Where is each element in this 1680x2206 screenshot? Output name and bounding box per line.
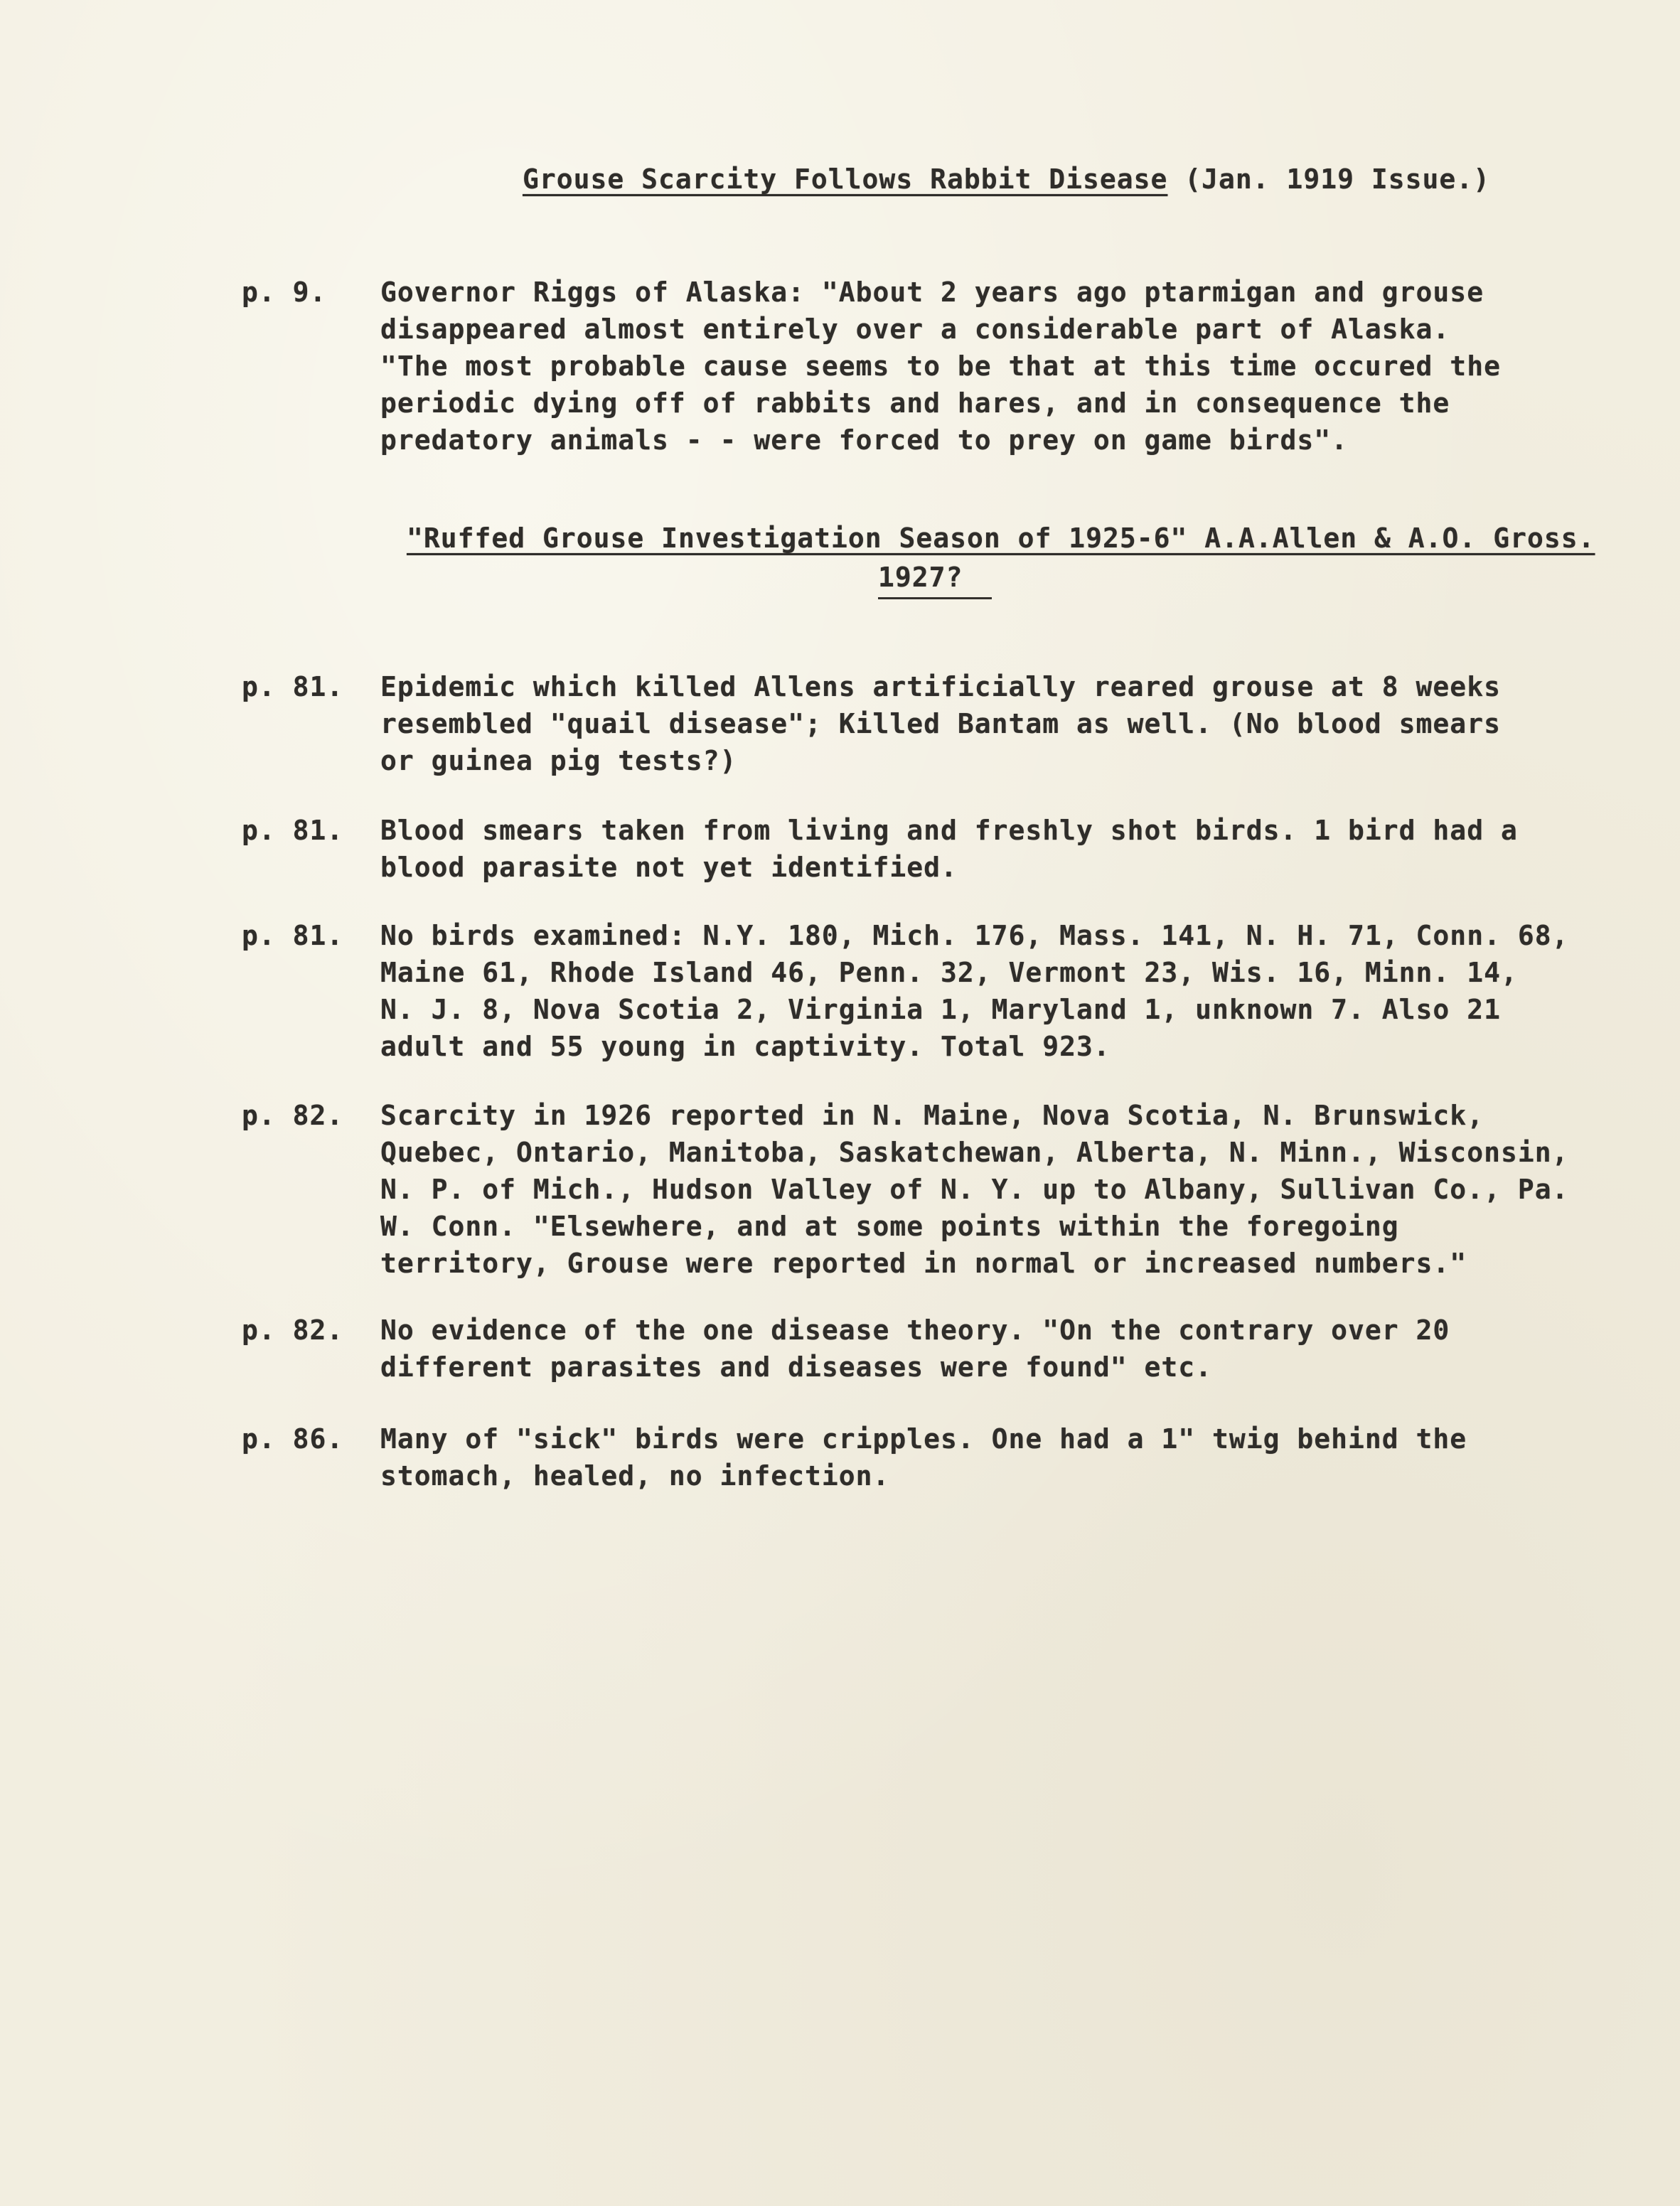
page-reference: p. 81. <box>242 920 344 951</box>
page-reference: p. 9. <box>242 277 327 308</box>
note-text: Governor Riggs of Alaska: "About 2 years ago ptarmigan and grouse disappeared almost entirely over a considerable part of Alaska. "The most probable cause seems to be that at this time occured the periodic dying off of rabbits and hares, and in consequence the predatory animals - - were forced to prey on game birds". <box>380 277 1501 456</box>
section-year: 1927? <box>878 562 963 593</box>
page-reference: p. 82. <box>242 1315 344 1346</box>
note-text: No birds examined: N.Y. 180, Mich. 176, Mass. 141, N. H. 71, Conn. 68, Maine 61, Rhode Island 46, Penn. 32, Vermont 23, Wis. 16, Minn. 14, N. J. 8, Nova Scotia 2, Virginia 1, Maryland 1, unknown 7. Also 21 adult and 55 young in captivity. Total 923. <box>380 920 1569 1062</box>
note-text: Scarcity in 1926 reported in N. Maine, Nova Scotia, N. Brunswick, Quebec, Ontario, Manitoba, Saskatchewan, Alberta, N. Minn., Wisconsin, N. P. of Mich., Hudson Valley of N. Y. up to Albany, Sullivan Co., Pa. W. Conn. "Elsewhere, and at some points within the foregoing territory, Grouse were reported in normal or increased numbers." <box>380 1100 1569 1279</box>
section-issue-note: (Jan. 1919 Issue.) <box>1167 164 1491 195</box>
section-title-text: Grouse Scarcity Follows Rabbit Disease <box>523 164 1168 195</box>
section-title-ruffed-grouse <box>407 523 1595 554</box>
note-text: Epidemic which killed Allens artificially reared grouse at 8 weeks resembled "quail disease"; Killed Bantam as well. (No blood smears or guinea pig tests?) <box>380 671 1501 776</box>
page-reference: p. 81. <box>242 671 344 702</box>
page-reference: p. 81. <box>242 815 344 846</box>
note-text: Blood smears taken from living and freshly shot birds. 1 bird had a blood parasite not yet identified. <box>380 815 1518 883</box>
note-text: Many of "sick" birds were cripples. One had a 1" twig behind the stomach, healed, no infection. <box>380 1423 1467 1492</box>
page-reference: p. 86. <box>242 1423 344 1455</box>
note-text: No evidence of the one disease theory. "On the contrary over 20 different parasites and diseases were found" etc. <box>380 1315 1450 1383</box>
section-title-grouse-scarcity <box>523 164 1490 195</box>
page-reference: p. 82. <box>242 1100 344 1131</box>
underline-rule <box>878 597 992 599</box>
section-title-text: "Ruffed Grouse Investigation Season of 1925-6" A.A.Allen & A.O. Gross. <box>407 523 1595 554</box>
